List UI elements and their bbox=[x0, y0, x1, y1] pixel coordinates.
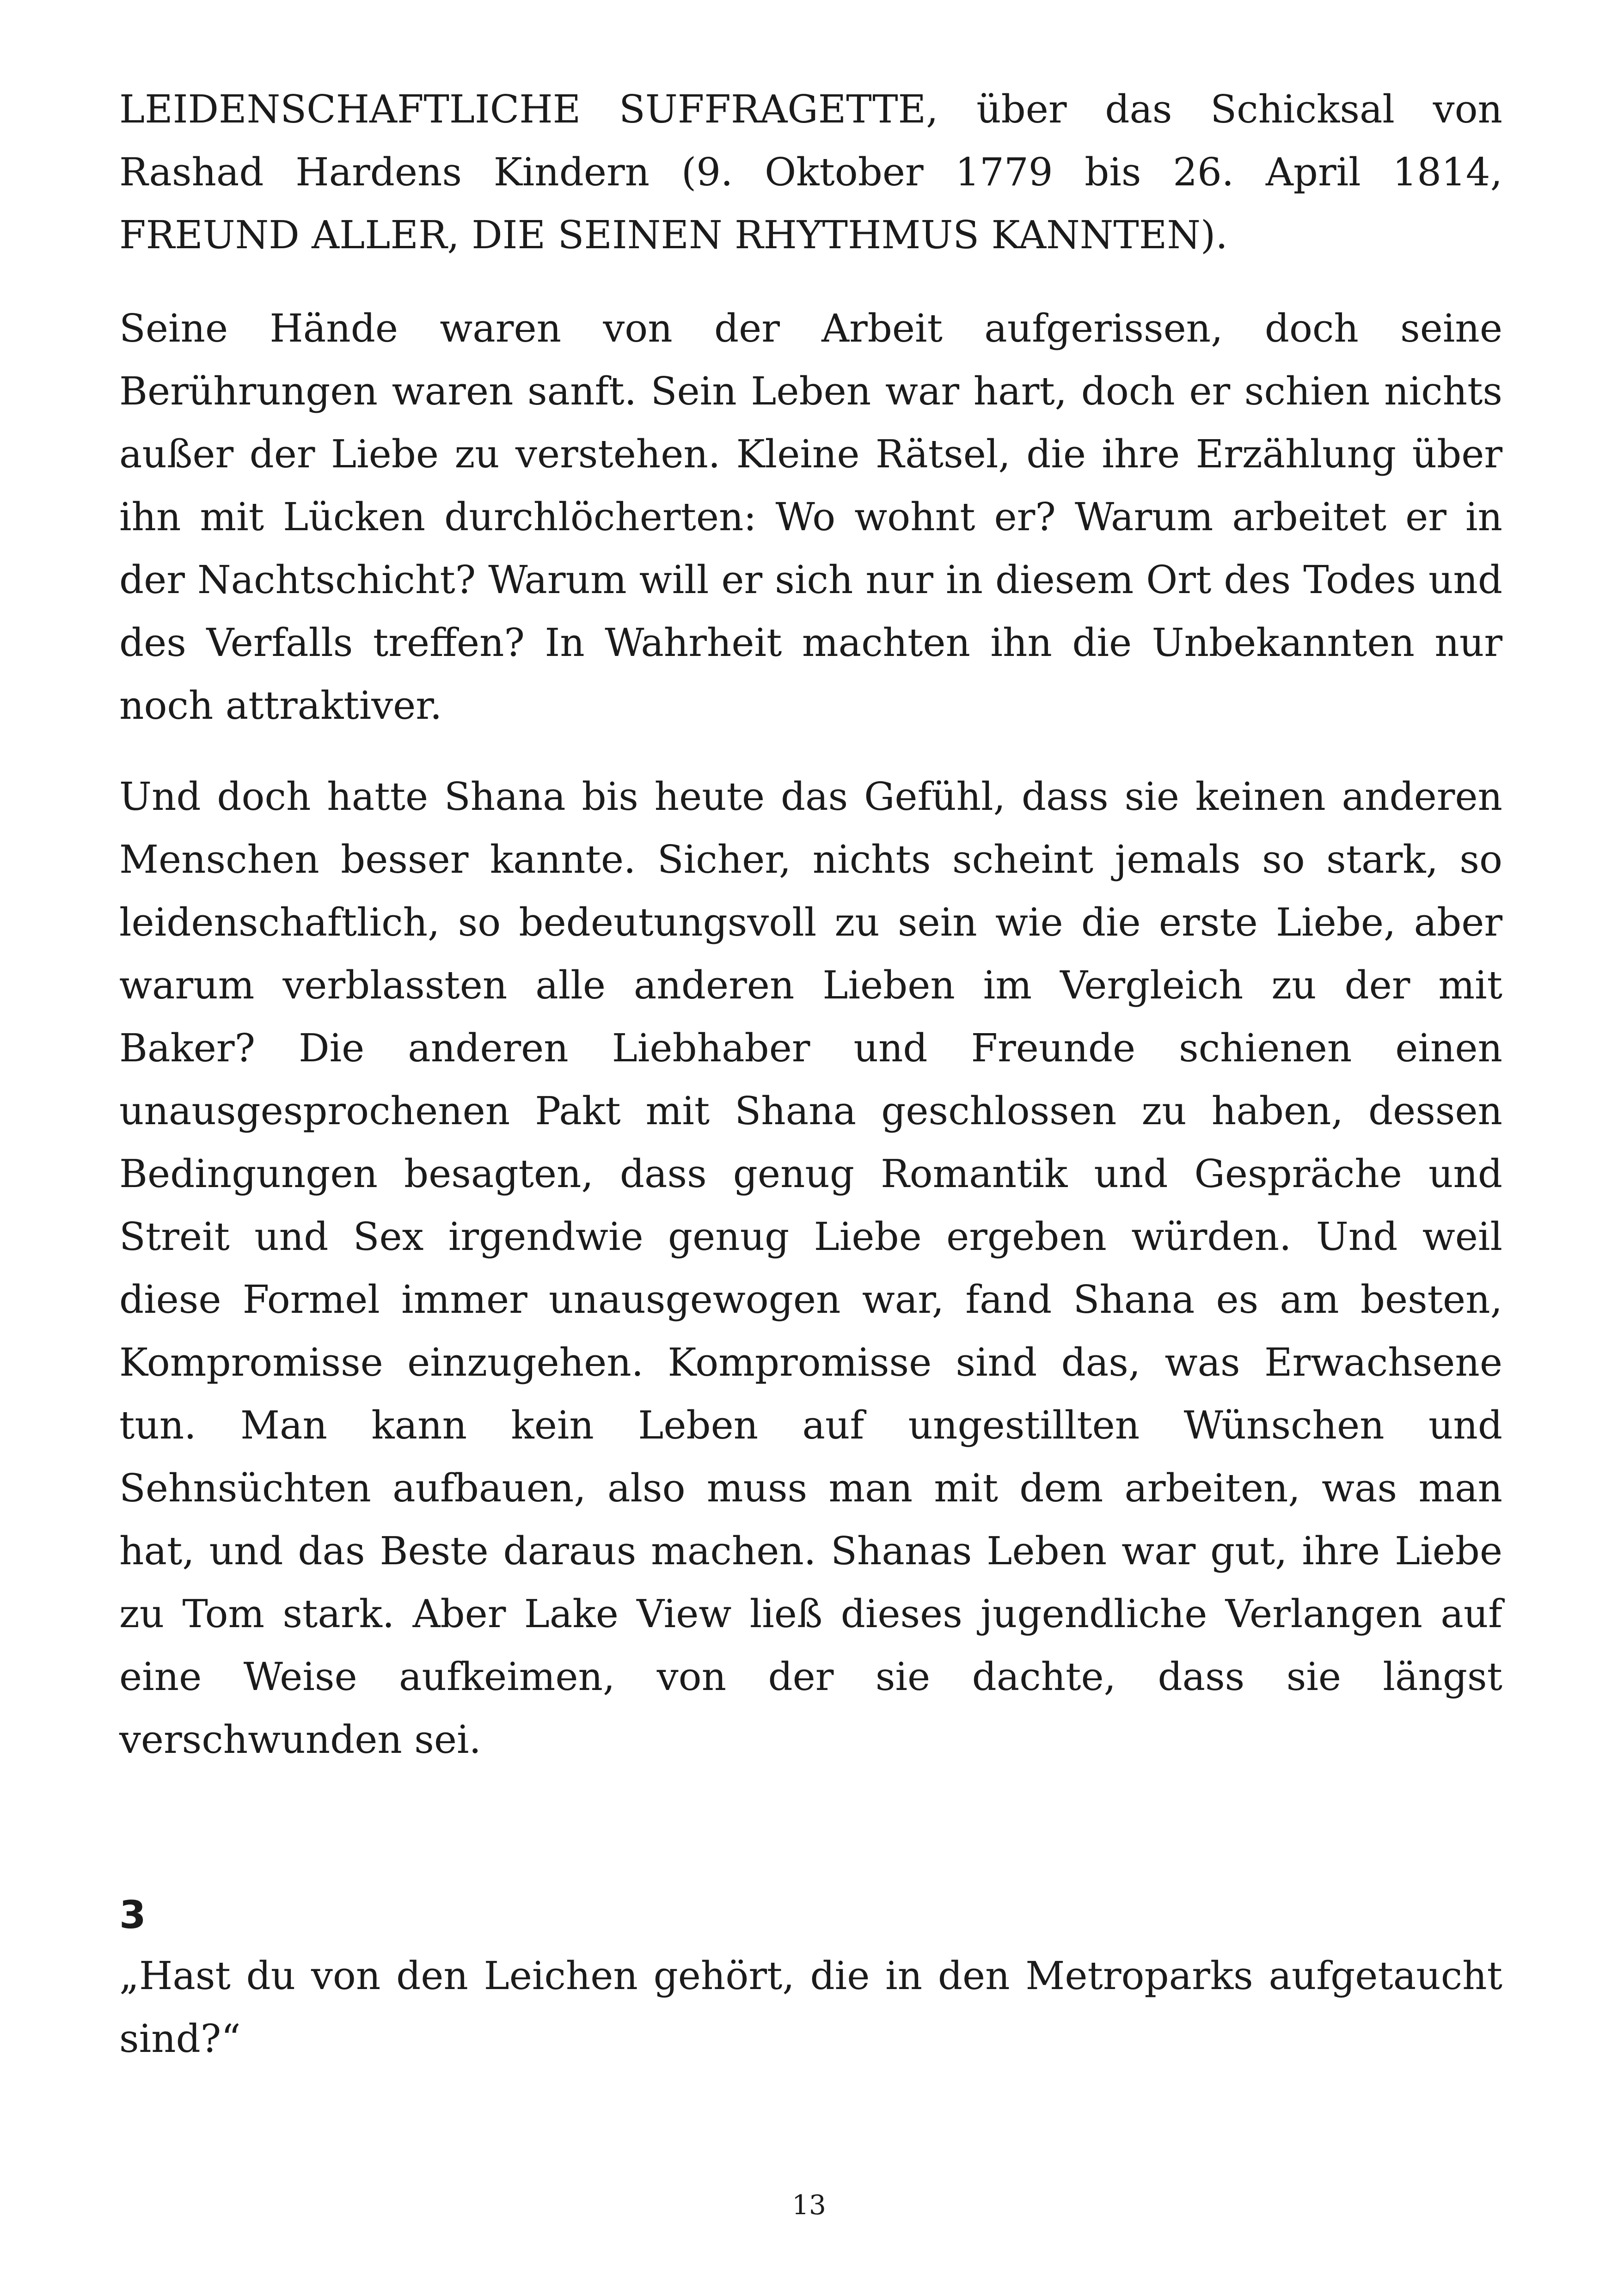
paragraph-3: Und doch hatte Shana bis heute das Gefühl, dass sie keinen anderen Menschen besser kannte. Sicher, nichts scheint jemals so stark, so leidenschaftlich, so bedeutungsvoll zu sein wie die erste Liebe, aber warum verblassten alle anderen Lieben im Vergleich zu der mit Baker? Die anderen Liebhaber und Freunde schienen einen unausgesprochenen Pakt mit Shana geschlossen zu haben, dessen Bedingungen besagten, dass genug Romantik und Gespräche und Streit und Sex irgendwie genug Liebe ergeben würden. Und weil diese Formel immer unausgewogen war, fand Shana es am besten, Kompromisse einzugehen. Kompromisse sind das, was Erwachsene tun. Man kann kein Leben auf ungestillten Wünschen und Sehnsüchten aufbauen, also muss man mit dem arbeiten, was man hat, und das Beste daraus machen. Shanas Leben war gut, ihre Liebe zu Tom stark. Aber Lake View ließ dieses jugendliche Verlangen auf eine Weise aufkeimen, von der sie dachte, dass sie längst verschwunden sei. bbox=[119, 774, 1502, 1762]
page-number: 13 bbox=[792, 2189, 826, 2221]
paragraph-4: „Hast du von den Leichen gehört, die in den Metroparks aufgetaucht sind?“ bbox=[119, 1953, 1502, 2061]
section-number: 3 bbox=[119, 1892, 146, 1937]
paragraph-2: Seine Hände waren von der Arbeit aufgerissen, doch seine Berührungen waren sanft. Sein Leben war hart, doch er schien nichts außer der Liebe zu verstehen. Kleine Rätsel, die ihre Erzählung über ihn mit Lücken durchlöcherten: Wo wohnt er? Warum arbeitet er in der Nachtschicht? Warum will er sich nur in diesem Ort des Todes und des Verfalls treffen? In Wahrheit machten ihn die Unbekannten nur noch attraktiver. bbox=[119, 306, 1502, 728]
paragraph-1: LEIDENSCHAFTLICHE SUFFRAGETTE, über das Schicksal von Rashad Hardens Kindern (9. Oktober 1779 bis 26. April 1814, FREUND ALLER, DIE SEINEN RHYTHMUS KANNTEN). bbox=[119, 87, 1502, 257]
